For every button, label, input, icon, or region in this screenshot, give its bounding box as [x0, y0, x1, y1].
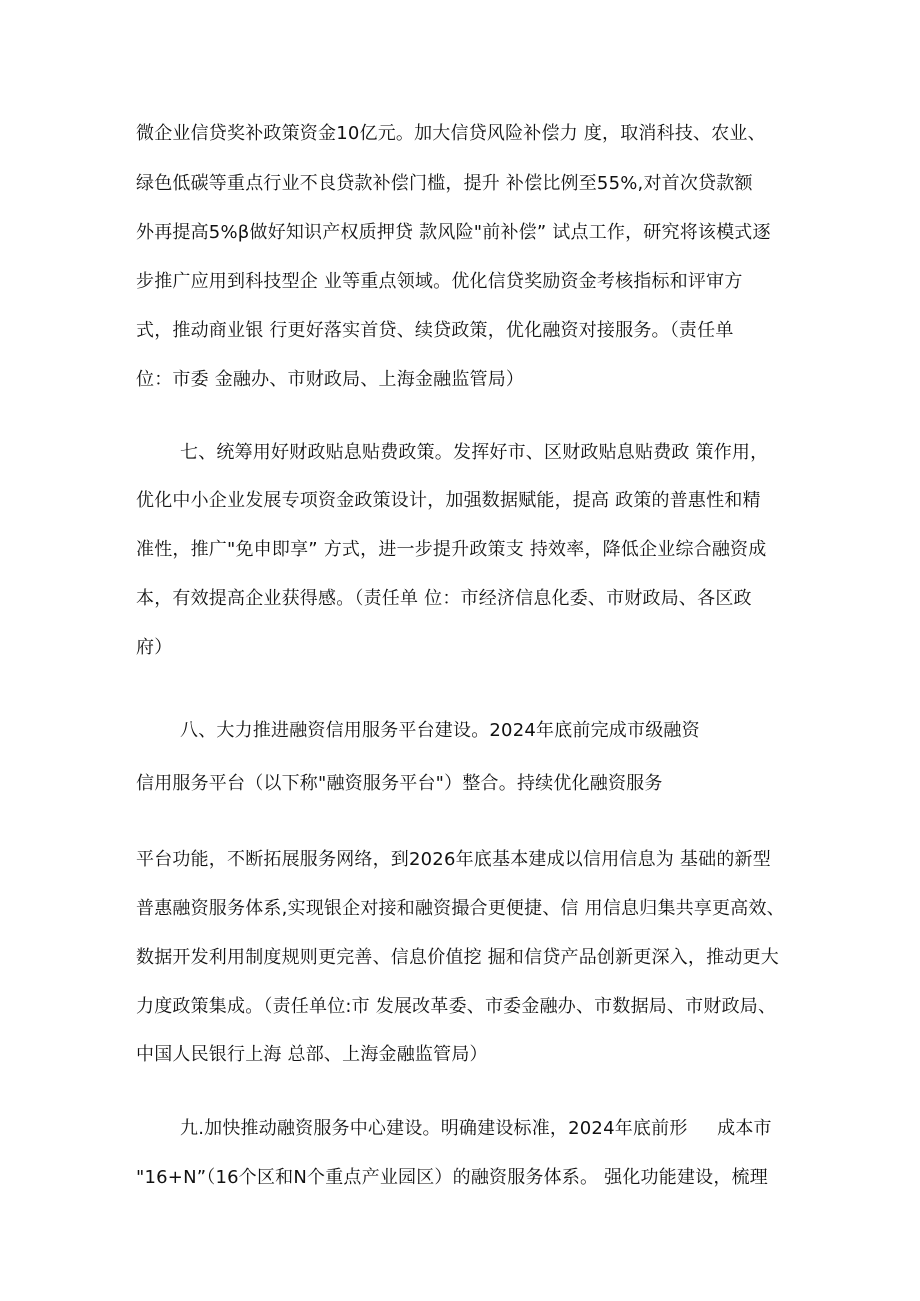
- text-line: 普惠融资服务体系,实现银企对接和融资撮合更便捷、信 用信息归集共享更高效、: [136, 898, 785, 919]
- text-line: 步推广应用到科技型企 业等重点领域。优化信贷奖励资金考核指标和评审方: [136, 271, 743, 292]
- text-line: 优化中小企业发展专项资金政策设计，加强数据赋能，提高 政策的普惠性和精: [136, 490, 761, 511]
- text-line: "16+N”（16个区和N个重点产业园区）的融资服务体系。 强化功能建设，梳理: [136, 1167, 768, 1188]
- text-line: 信用服务平台（以下称"融资服务平台"）整合。持续优化融资服务: [136, 773, 663, 794]
- text-line: 外再提高5%β做好知识产权质押贷 款风险"前补偿” 试点工作，研究将该模式逐: [136, 222, 771, 243]
- text-line: 微企业信贷奖补政策资金10亿元。加大信贷风险补偿力 度，取消科技、农业、: [136, 123, 766, 144]
- text-line: 位：市委 金融办、市财政局、上海金融监管局）: [136, 369, 525, 390]
- text-line: 府）: [136, 637, 173, 658]
- section-heading-seven: 七、统筹用好财政贴息贴费政策。发挥好市、区财政贴息贴费政 策作用，: [180, 442, 769, 463]
- section-heading-nine: 九.加快推动融资服务中心建设。明确建设标准，2024年底前形 成本市: [180, 1118, 772, 1139]
- text-line: 式，推动商业银 行更好落实首贷、续贷政策，优化融资对接服务。（责任单: [136, 320, 734, 341]
- text-line: 数据开发利用制度规则更完善、信息价值挖 掘和信贷产品创新更深入，推动更大: [136, 947, 779, 968]
- text-line: 力度政策集成。（责任单位:市 发展改革委、市委金融办、市数据局、市财政局、: [136, 996, 777, 1017]
- text-line: 绿色低碳等重点行业不良贷款补偿门槛，提升 补偿比例至55%,对首次贷款额: [136, 173, 753, 194]
- text-line: 准性，推广"免申即享” 方式，进一步提升政策支 持效率，降低企业综合融资成: [136, 539, 767, 560]
- section-heading-eight: 八、大力推进融资信用服务平台建设。2024年底前完成市级融资: [180, 720, 700, 741]
- text-line: 平台功能，不断拓展服务网络，到2026年底基本建成以信用信息为 基础的新型: [136, 849, 771, 870]
- text-line: 本，有效提高企业获得感。（责任单 位：市经济信息化委、市财政局、各区政: [136, 588, 752, 609]
- text-line: 中国人民银行上海 总部、上海金融监管局）: [136, 1044, 488, 1065]
